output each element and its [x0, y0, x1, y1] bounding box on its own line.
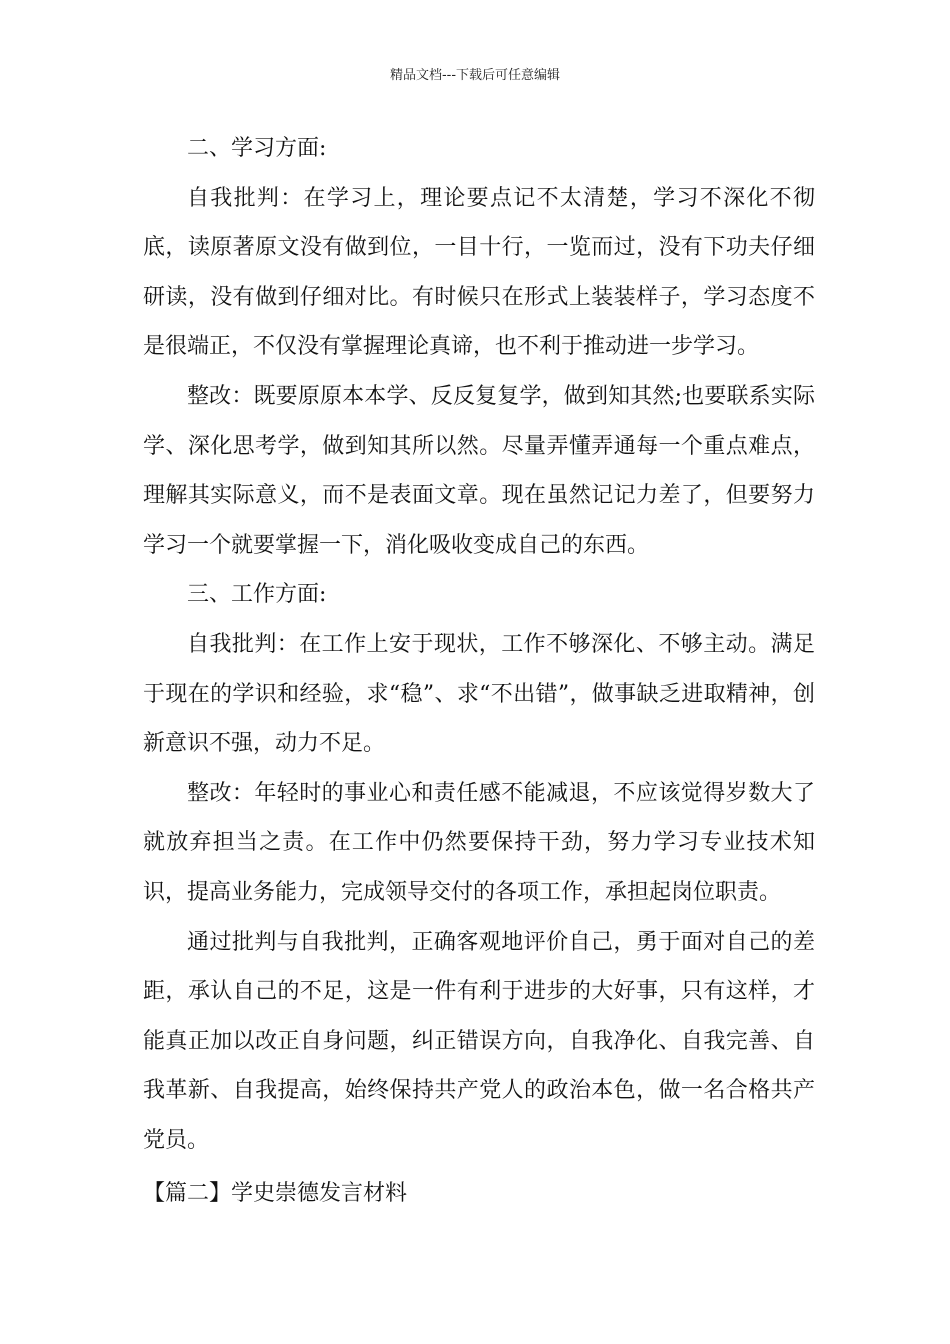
- page-header: 精品文档---下载后可任意编辑: [389, 68, 561, 83]
- section-heading-work: 三、工作方面:: [187, 582, 327, 608]
- paragraph-work-self-criticism: 自我批判：在工作上安于现状，工作不够深化、不够主动。满足于现在的学识和经验，求“稳”、求“不出错”，做事缺乏进取精神，创新意识不强，动力不足。: [143, 631, 815, 757]
- paragraph-work-rectification: 整改：年轻时的事业心和责任感不能减退，不应该觉得岁数大了就放弃担当之责。在工作中仍然要保持干劲，努力学习专业技术知识，提高业务能力，完成领导交付的各项工作，承担起岗位职责。: [143, 780, 815, 905]
- paragraph-study-self-criticism: 自我批判：在学习上，理论要点记不太清楚，学习不深化不彻底，读原著原文没有做到位，一目十行，一览而过，没有下功夫仔细研读，没有做到仔细对比。有时候只在形式上装装样子，学习态度不是很端正，不仅没有掌握理论真谛，也不利于推动进一步学习。: [143, 185, 815, 360]
- paragraph-study-rectification: 整改：既要原原本本学、反反复复学，做到知其然;也要联系实际学、深化思考学，做到知其所以然。尽量弄懂弄通每一个重点难点，理解其实际意义，而不是表面文章。现在虽然记记力差了，但要努力学习一个就要掌握一下，消化吸收变成自己的东西。: [143, 383, 815, 558]
- article-title-part-two: 【篇二】学史崇德发言材料: [143, 1181, 408, 1207]
- section-heading-study: 二、学习方面:: [187, 136, 327, 161]
- document-body: [143, 124, 815, 1219]
- paragraph-conclusion: 通过批判与自我批判，正确客观地评价自己，勇于面对自己的差距，承认自己的不足，这是一件有利于进步的大好事，只有这样，才能真正加以改正自身问题，纠正错误方向，自我净化、自我完善、自我革新、自我提高，始终保持共产党人的政治本色，做一名合格共产党员。: [143, 929, 815, 1153]
